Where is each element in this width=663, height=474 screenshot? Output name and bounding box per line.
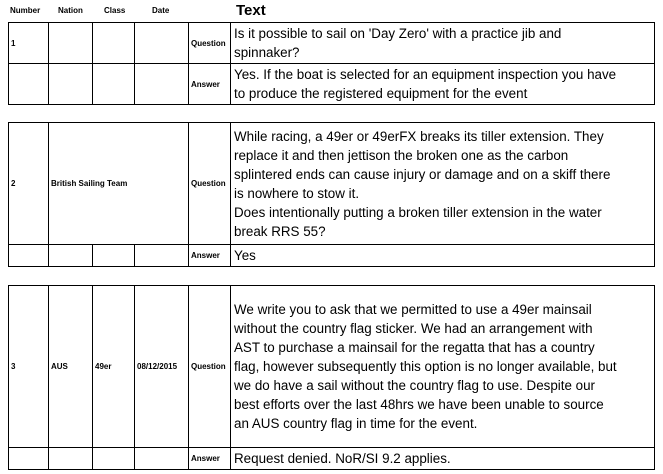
header-number: Number <box>10 6 41 15</box>
entry-table-2 <box>8 122 655 267</box>
entry-number: 3 <box>9 286 49 448</box>
header-date: Date <box>152 6 170 15</box>
question-label: Question <box>189 286 231 448</box>
empty-cell <box>93 448 135 470</box>
empty-cell <box>9 448 49 470</box>
empty-cell <box>49 448 93 470</box>
empty-cell <box>9 245 49 267</box>
empty-cell <box>49 245 93 267</box>
entry-nation: AUS <box>49 286 93 448</box>
entry-table-1 <box>8 22 655 105</box>
question-label: Question <box>189 123 231 245</box>
answer-label: Answer <box>189 245 231 267</box>
question-text: Is it possible to sail on 'Day Zero' with a practice jib and spinnaker? <box>231 23 655 64</box>
empty-cell <box>9 64 49 105</box>
empty-cell <box>135 64 189 105</box>
empty-cell <box>93 245 135 267</box>
answer-row <box>9 448 655 470</box>
entry-class: 49er <box>93 286 135 448</box>
entry-date: 08/12/2015 <box>135 286 189 448</box>
entry-date <box>135 23 189 64</box>
answer-label: Answer <box>189 64 231 105</box>
question-row <box>9 286 655 448</box>
entry-table-3 <box>8 285 655 470</box>
question-row <box>9 123 655 245</box>
answer-label: Answer <box>189 448 231 470</box>
empty-cell <box>93 64 135 105</box>
answer-row <box>9 245 655 267</box>
question-row <box>9 23 655 64</box>
empty-cell <box>135 245 189 267</box>
answer-text: Yes <box>231 245 655 267</box>
question-text: We write you to ask that we permitted to use a 49er mainsail without the country flag sticker. We had an arrangement with AST to purchase a mainsail for the regatta that has a country flag, however subsequently this option is no longer available, but we do have a sail without the country flag to use. Despite our best efforts over the last 48hrs we have been unable to source an AUS country flag in time for the event. <box>231 286 655 448</box>
answer-text: Request denied. NoR/SI 9.2 applies. <box>231 448 655 470</box>
empty-cell <box>49 64 93 105</box>
entry-number: 2 <box>9 123 49 245</box>
empty-cell <box>135 448 189 470</box>
header-class: Class <box>104 6 126 15</box>
header-nation: Nation <box>58 6 83 15</box>
answer-row <box>9 64 655 105</box>
header-text: Text <box>236 2 266 19</box>
entry-number: 1 <box>9 23 49 64</box>
question-text: While racing, a 49er or 49erFX breaks its tiller extension. They replace it and then jettison the broken one as the carbon splintered ends can cause injury or damage and on a skiff there is nowhere to stow it. Does intentionally putting a broken tiller extension in the water break RRS 55? <box>231 123 655 245</box>
entry-class <box>93 23 135 64</box>
entry-nation: British Sailing Team <box>49 123 189 245</box>
answer-text: Yes. If the boat is selected for an equipment inspection you have to produce the registered equipment for the event <box>231 64 655 105</box>
entry-nation <box>49 23 93 64</box>
question-label: Question <box>189 23 231 64</box>
